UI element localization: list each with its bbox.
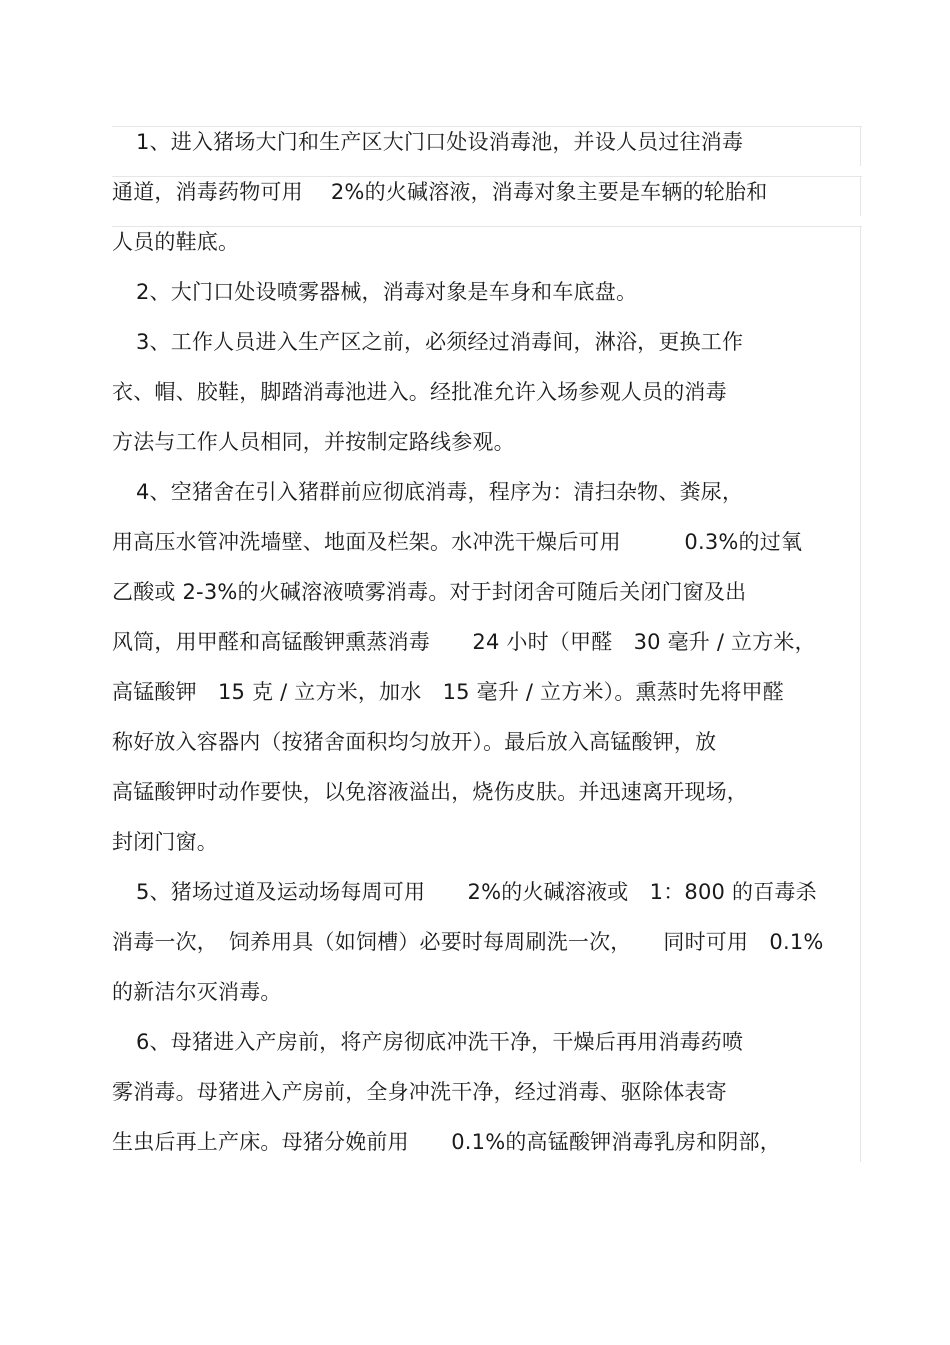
paragraph-1-line-2: 通道，消毒药物可用 2%的火碱溶液，消毒对象主要是车辆的轮胎和 bbox=[112, 180, 768, 204]
paragraph-3-line-1: 3、工作人员进入生产区之前，必须经过消毒间，淋浴，更换工作 bbox=[136, 330, 744, 354]
paragraph-6-line-3: 生虫后再上产床。母猪分娩前用 0.1%的高锰酸钾消毒乳房和阴部， bbox=[112, 1130, 781, 1154]
paragraph-4-line-8: 封闭门窗。 bbox=[112, 830, 218, 854]
paragraph-3-line-2: 衣、帽、胶鞋，脚踏消毒池进入。经批准允许入场参观人员的消毒 bbox=[112, 380, 727, 404]
paragraph-2-line-1: 2、大门口处设喷雾器械，消毒对象是车身和车底盘。 bbox=[136, 280, 638, 304]
paragraph-4-line-1: 4、空猪舍在引入猪群前应彻底消毒，程序为：清扫杂物、粪尿， bbox=[136, 480, 744, 504]
paragraph-4-line-3: 乙酸或 2-3%的火碱溶液喷雾消毒。对于封闭舍可随后关闭门窗及出 bbox=[112, 580, 747, 604]
paragraph-4-line-2: 用高压水管冲洗墙壁、地面及栏架。水冲洗干燥后可用 0.3%的过氧 bbox=[112, 530, 803, 554]
paragraph-4-line-7: 高锰酸钾时动作要快，以免溶液溢出，烧伤皮肤。并迅速离开现场， bbox=[112, 780, 748, 804]
paragraph-1-line-1: 1、进入猪场大门和生产区大门口处设消毒池，并设人员过往消毒 bbox=[136, 130, 744, 154]
paragraph-3-line-3: 方法与工作人员相同，并按制定路线参观。 bbox=[112, 430, 515, 454]
paragraph-6-line-1: 6、母猪进入产房前，将产房彻底冲洗干净，干燥后再用消毒药喷 bbox=[136, 1030, 744, 1054]
paragraph-5-line-1: 5、猪场过道及运动场每周可用 2%的火碱溶液或 1：800 的百毒杀 bbox=[136, 880, 817, 904]
paragraph-5-line-3: 的新洁尔灭消毒。 bbox=[112, 980, 282, 1004]
paragraph-6-line-2: 雾消毒。母猪进入产房前，全身冲洗干净，经过消毒、驱除体表寄 bbox=[112, 1080, 727, 1104]
paragraph-4-line-6: 称好放入容器内（按猪舍面积均匀放开）。最后放入高锰酸钾，放 bbox=[112, 730, 717, 754]
paragraph-1-line-3: 人员的鞋底。 bbox=[112, 230, 240, 254]
paragraph-4-line-5: 高锰酸钾 15 克 / 立方米，加水 15 毫升 / 立方米）。熏蒸时先将甲醛 bbox=[112, 680, 784, 704]
paragraph-4-line-4: 风筒，用甲醛和高锰酸钾熏蒸消毒 24 小时（甲醛 30 毫升 / 立方米， bbox=[112, 630, 816, 654]
paragraph-5-line-2: 消毒一次， 饲养用具（如饲槽）必要时每周刷洗一次， 同时可用 0.1% bbox=[112, 930, 824, 954]
